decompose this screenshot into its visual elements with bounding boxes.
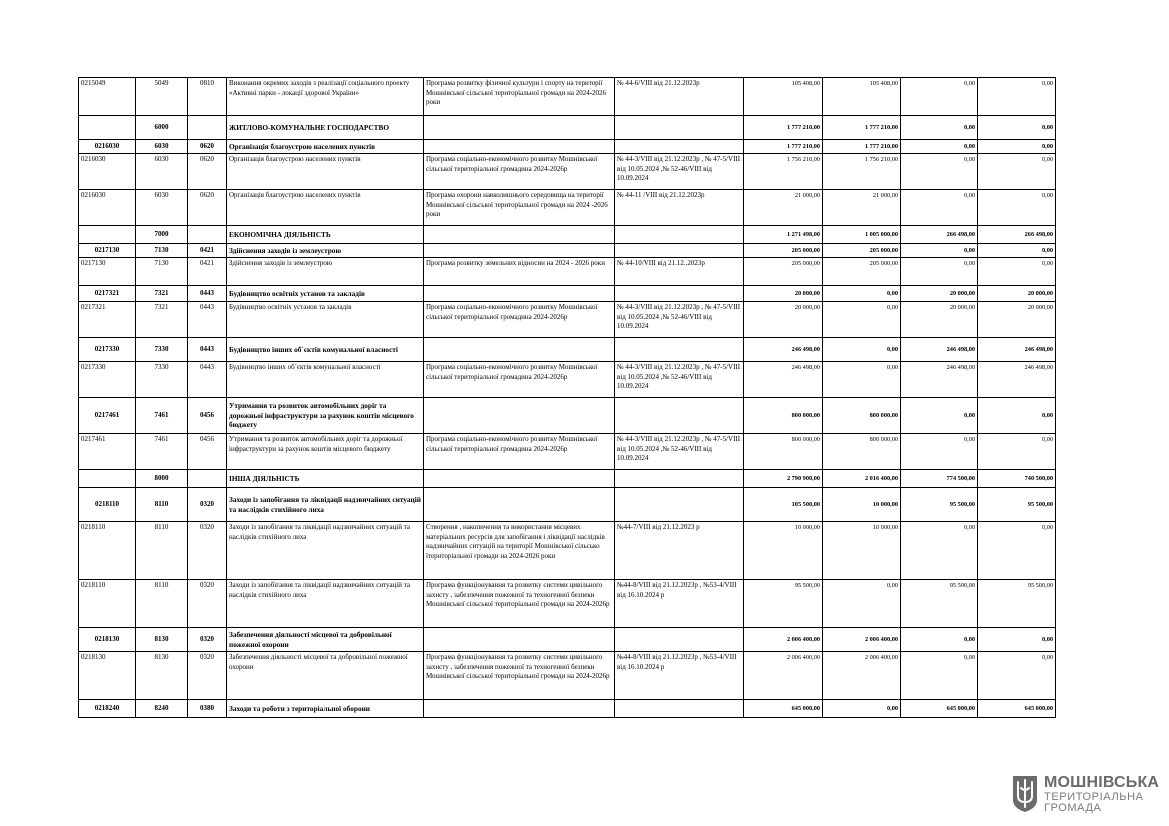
general-fund-cell: 10 000,00 [823,488,901,522]
general-fund-cell: 10 000,00 [823,522,901,580]
special-fund-cell: 0,00 [901,652,978,700]
kvk-cell: 6030 [136,154,188,190]
special-fund-cell: 0,00 [901,116,978,140]
table-row-summary [79,140,1056,154]
program-cell: Програма соціально-економічного розвитку Мошнівської сільської територіальної громадина 2024-2026р [424,434,615,470]
kfk-cell: 0443 [188,286,227,302]
table-row-summary [79,244,1056,258]
decision-cell [615,338,744,362]
code-cell: 0216030 [79,154,136,190]
program-cell: Програма соціально-економічного розвитку Мошнівської сільської територіальної громадина 2024-2026р [424,302,615,338]
development-budget-cell: 0,00 [978,434,1056,470]
budget-programs-table [78,77,1056,718]
total-cell: 105 500,00 [744,488,823,522]
program-cell [424,226,615,244]
community-logo [1008,772,1158,816]
kvk-cell: 8240 [136,700,188,718]
general-fund-cell: 0,00 [823,286,901,302]
general-fund-cell: 2 006 400,00 [823,652,901,700]
decision-cell: №44-8/VIII від 21.12.2023р , №53-4/VIII від 16.10.2024 р [615,580,744,628]
logo-subtitle-2: ГРОМАДА [1044,802,1102,814]
name-cell: Забезпечення діяльності місцевої та добровільної пожежної охорони [227,628,424,652]
kfk-cell: 0320 [188,488,227,522]
code-cell: 0217461 [79,434,136,470]
program-cell [424,470,615,488]
development-budget-cell: 20 000,00 [978,286,1056,302]
code-cell: 0218130 [79,628,136,652]
table-row [79,302,1056,338]
special-fund-cell: 20 000,00 [901,302,978,338]
total-cell: 95 500,00 [744,580,823,628]
kvk-cell: 7130 [136,258,188,286]
program-cell [424,244,615,258]
code-cell [79,226,136,244]
development-budget-cell: 95 500,00 [978,488,1056,522]
code-cell: 0216030 [79,140,136,154]
code-cell: 0217130 [79,258,136,286]
general-fund-cell: 2 006 400,00 [823,628,901,652]
program-cell [424,398,615,434]
table-row [79,652,1056,700]
development-budget-cell: 20 000,00 [978,302,1056,338]
total-cell: 20 000,00 [744,302,823,338]
kfk-cell: 0456 [188,434,227,470]
total-cell: 2 006 400,00 [744,628,823,652]
special-fund-cell: 0,00 [901,140,978,154]
table-row [79,580,1056,628]
name-cell: ІНША ДІЯЛЬНІСТЬ [227,470,424,488]
name-cell: Організація благоустрою населених пунктів [227,140,424,154]
kfk-cell: 0380 [188,700,227,718]
decision-cell [615,628,744,652]
program-cell [424,488,615,522]
kvk-cell: 8110 [136,522,188,580]
kvk-cell: 7000 [136,226,188,244]
total-cell: 246 498,00 [744,338,823,362]
code-cell: 0217330 [79,338,136,362]
total-cell: 800 000,00 [744,434,823,470]
general-fund-cell: 21 000,00 [823,190,901,226]
special-fund-cell: 20 000,00 [901,286,978,302]
special-fund-cell: 0,00 [901,78,978,116]
table-row [79,258,1056,286]
code-cell: 0218240 [79,700,136,718]
total-cell: 1 271 498,00 [744,226,823,244]
development-budget-cell: 266 498,00 [978,226,1056,244]
decision-cell: № 44-11 /VIII від 21.12.2023р [615,190,744,226]
table-row-summary [79,470,1056,488]
kfk-cell: 0810 [188,78,227,116]
decision-cell [615,286,744,302]
development-budget-cell: 0,00 [978,652,1056,700]
special-fund-cell: 645 000,00 [901,700,978,718]
code-cell: 0218130 [79,652,136,700]
total-cell: 2 790 900,00 [744,470,823,488]
program-cell [424,628,615,652]
decision-cell: № 44-6/VIII від 21.12.2023р [615,78,744,116]
kfk-cell: 0620 [188,140,227,154]
code-cell [79,470,136,488]
general-fund-cell: 1 756 210,00 [823,154,901,190]
code-cell: 0217330 [79,362,136,398]
development-budget-cell: 0,00 [978,244,1056,258]
kvk-cell: 7461 [136,398,188,434]
name-cell: Заходи із запобігання та ліквідації надзвичайних ситуацій та наслідків стихійного лиха [227,488,424,522]
code-cell: 0218110 [79,488,136,522]
general-fund-cell: 1 005 000,00 [823,226,901,244]
code-cell: 0218110 [79,522,136,580]
special-fund-cell: 95 500,00 [901,488,978,522]
name-cell: Заходи із запобігання та ліквідації надзвичайних ситуацій та наслідків стихійного лиха [227,580,424,628]
decision-cell [615,470,744,488]
kfk-cell [188,116,227,140]
development-budget-cell: 0,00 [978,78,1056,116]
kfk-cell: 0421 [188,258,227,286]
program-cell: Програма соціально-економічного розвитку Мошнівської сільської територіальної громадина 2024-2026р [424,154,615,190]
special-fund-cell: 0,00 [901,258,978,286]
general-fund-cell: 800 000,00 [823,434,901,470]
special-fund-cell: 0,00 [901,434,978,470]
name-cell: Будівництво інших об`єктів комунальної власності [227,362,424,398]
special-fund-cell: 0,00 [901,154,978,190]
total-cell: 205 000,00 [744,244,823,258]
total-cell: 1 756 210,00 [744,154,823,190]
total-cell: 21 000,00 [744,190,823,226]
decision-cell: № 44-3/VIII від 21.12.2023р , № 47-5/VIII від 10.05.2024 ,№ 52-46/VIII від 10.09.2024 [615,362,744,398]
name-cell: Заходи із запобігання та ліквідації надзвичайних ситуацій та наслідків стихійного лиха [227,522,424,580]
decision-cell: № 44-3/VIII від 21.12.2023р , № 47-5/VIII від 10.05.2024 ,№ 52-46/VIII від 10.09.2024 [615,434,744,470]
table-row [79,154,1056,190]
total-cell: 2 006 400,00 [744,652,823,700]
logo-subtitle-1: ТЕРИТОРІАЛЬНА [1044,791,1144,803]
name-cell: Будівництво освітніх установ та закладів [227,286,424,302]
kvk-cell: 8130 [136,652,188,700]
table-row [79,190,1056,226]
program-cell: Програма розвитку фізичної культури і спорту на території Мошнівської сільської територіальної громади на 2024-2026 роки [424,78,615,116]
general-fund-cell: 800 000,00 [823,398,901,434]
decision-cell [615,244,744,258]
decision-cell: № 44-3/VIII від 21.12.2023р , № 47-5/VIII від 10.05.2024 ,№ 52-46/VIII від 10.09.2024 [615,154,744,190]
kfk-cell: 0320 [188,652,227,700]
general-fund-cell: 105 408,00 [823,78,901,116]
total-cell: 105 408,00 [744,78,823,116]
special-fund-cell: 246 498,00 [901,362,978,398]
general-fund-cell: 205 000,00 [823,244,901,258]
decision-cell [615,116,744,140]
program-cell [424,140,615,154]
total-cell: 1 777 210,00 [744,116,823,140]
logo-title: МОШНІВСЬКА [1044,774,1160,791]
special-fund-cell: 0,00 [901,190,978,226]
kfk-cell: 0456 [188,398,227,434]
code-cell: 0217321 [79,286,136,302]
program-cell: Програма розвитку земельних відносин на 2024 - 2026 роки [424,258,615,286]
total-cell: 1 777 210,00 [744,140,823,154]
general-fund-cell: 0,00 [823,700,901,718]
trident-icon [1010,774,1040,814]
table-row-summary [79,286,1056,302]
code-cell: 0217321 [79,302,136,338]
name-cell: Здійснення заходів із землеустрою [227,258,424,286]
name-cell: Організація благоустрою населених пунктів [227,190,424,226]
name-cell: Утримання та розвиток автомобільних доріг та дорожньої інфраструктури за рахунок коштів місцевого бюджету [227,398,424,434]
kfk-cell: 0421 [188,244,227,258]
program-cell: Програма соціально-економічного розвитку Мошнівської сільської територіальної громадина 2024-2026р [424,362,615,398]
general-fund-cell: 0,00 [823,338,901,362]
code-cell: 0217130 [79,244,136,258]
code-cell: 0218110 [79,580,136,628]
development-budget-cell: 0,00 [978,628,1056,652]
kvk-cell: 8130 [136,628,188,652]
name-cell: Утримання та розвиток автомобільних доріг та дорожньої інфраструктури за рахунок коштів місцевого бюджету [227,434,424,470]
table-row-summary [79,398,1056,434]
special-fund-cell: 0,00 [901,522,978,580]
development-budget-cell: 0,00 [978,154,1056,190]
kvk-cell: 6030 [136,190,188,226]
development-budget-cell: 0,00 [978,398,1056,434]
kvk-cell: 7330 [136,338,188,362]
special-fund-cell: 0,00 [901,244,978,258]
name-cell: Заходи та роботи з територіальної оборони [227,700,424,718]
decision-cell [615,398,744,434]
program-cell [424,116,615,140]
name-cell: Будівництво освітніх установ та закладів [227,302,424,338]
name-cell: ЖИТЛОВО-КОМУНАЛЬНЕ ГОСПОДАРСТВО [227,116,424,140]
development-budget-cell: 740 500,00 [978,470,1056,488]
general-fund-cell: 2 016 400,00 [823,470,901,488]
program-cell: Створення , накопичення та використання місцевих матеріальних ресурсів для запобігання і ліквідації наслідків надзвичайних ситуацій на території Мошнівської сільсько їтериторіальної громади на 2024-2026 роки [424,522,615,580]
kvk-cell: 7461 [136,434,188,470]
name-cell: Виконання окремих заходів з реалізації соціального проекту «Активні парки - локації здорової України» [227,78,424,116]
decision-cell: № 44-3/VIII від 21.12.2023р , № 47-5/VIII від 10.05.2024 ,№ 52-46/VIII від 10.09.2024 [615,302,744,338]
kvk-cell: 6000 [136,116,188,140]
table-row [79,78,1056,116]
special-fund-cell: 0,00 [901,398,978,434]
table-row-summary [79,700,1056,718]
kfk-cell: 0320 [188,522,227,580]
general-fund-cell: 1 777 210,00 [823,140,901,154]
kfk-cell: 0620 [188,154,227,190]
total-cell: 246 498,00 [744,362,823,398]
kvk-cell: 7330 [136,362,188,398]
code-cell: 0217461 [79,398,136,434]
name-cell: Здійснення заходів із землеустрою [227,244,424,258]
kfk-cell: 0443 [188,302,227,338]
kvk-cell: 6030 [136,140,188,154]
special-fund-cell: 246 498,00 [901,338,978,362]
table-row [79,362,1056,398]
general-fund-cell: 0,00 [823,580,901,628]
kvk-cell: 8110 [136,580,188,628]
kfk-cell: 0443 [188,362,227,398]
special-fund-cell: 774 500,00 [901,470,978,488]
decision-cell: №44-8/VIII від 21.12.2023р , №53-4/VIII від 16.10.2024 р [615,652,744,700]
name-cell: Будівництво інших об`єктів комунальної власності [227,338,424,362]
decision-cell [615,226,744,244]
decision-cell [615,700,744,718]
program-cell: Програма функціонування та розвитку системи цивільного захисту , забезпечення пожежної та техногенної безпеки Мошнівської сільської територіальної громади на 2024-2026р [424,580,615,628]
development-budget-cell: 0,00 [978,140,1056,154]
program-cell: Програма охорони навколишнього середовища на території Мошнівської сільської територіальної громади на 2024 -2026 роки [424,190,615,226]
kfk-cell [188,226,227,244]
table-row [79,434,1056,470]
kfk-cell [188,470,227,488]
special-fund-cell: 0,00 [901,628,978,652]
general-fund-cell: 0,00 [823,362,901,398]
development-budget-cell: 0,00 [978,116,1056,140]
program-cell [424,338,615,362]
table-row-summary [79,226,1056,244]
kvk-cell: 7321 [136,286,188,302]
total-cell: 205 000,00 [744,258,823,286]
general-fund-cell: 205 000,00 [823,258,901,286]
special-fund-cell: 266 498,00 [901,226,978,244]
development-budget-cell: 95 500,00 [978,580,1056,628]
development-budget-cell: 0,00 [978,190,1056,226]
special-fund-cell: 95 500,00 [901,580,978,628]
general-fund-cell: 1 777 210,00 [823,116,901,140]
table-row-summary [79,628,1056,652]
code-cell: 0216030 [79,190,136,226]
development-budget-cell: 0,00 [978,258,1056,286]
development-budget-cell: 0,00 [978,522,1056,580]
kvk-cell: 7130 [136,244,188,258]
decision-cell [615,488,744,522]
kfk-cell: 0443 [188,338,227,362]
kvk-cell: 5049 [136,78,188,116]
name-cell: Організація благоустрою населених пунктів [227,154,424,190]
kfk-cell: 0320 [188,580,227,628]
development-budget-cell: 246 498,00 [978,362,1056,398]
general-fund-cell: 0,00 [823,302,901,338]
name-cell: ЕКОНОМІЧНА ДІЯЛЬНІСТЬ [227,226,424,244]
total-cell: 20 000,00 [744,286,823,302]
kvk-cell: 7321 [136,302,188,338]
table-row [79,522,1056,580]
table-row-summary [79,338,1056,362]
table-row-summary [79,488,1056,522]
decision-cell: №44-7/VIII від 21.12.2023 р [615,522,744,580]
total-cell: 800 000,00 [744,398,823,434]
decision-cell [615,140,744,154]
name-cell: Забезпечення діяльності місцевої та добровільної пожежної охорони [227,652,424,700]
total-cell: 645 000,00 [744,700,823,718]
code-cell [79,116,136,140]
decision-cell: № 44-10/VIII від 21.12..2023р [615,258,744,286]
program-cell [424,700,615,718]
code-cell: 0215049 [79,78,136,116]
development-budget-cell: 246 498,00 [978,338,1056,362]
kvk-cell: 8000 [136,470,188,488]
development-budget-cell: 645 000,00 [978,700,1056,718]
kfk-cell: 0320 [188,628,227,652]
kvk-cell: 8110 [136,488,188,522]
program-cell: Програма функціонування та розвитку системи цивільного захисту , забезпечення пожежної та техногенної безпеки Мошнівської сільської територіальної громади на 2024-2026р [424,652,615,700]
program-cell [424,286,615,302]
total-cell: 10 000,00 [744,522,823,580]
table-row-summary [79,116,1056,140]
kfk-cell: 0620 [188,190,227,226]
